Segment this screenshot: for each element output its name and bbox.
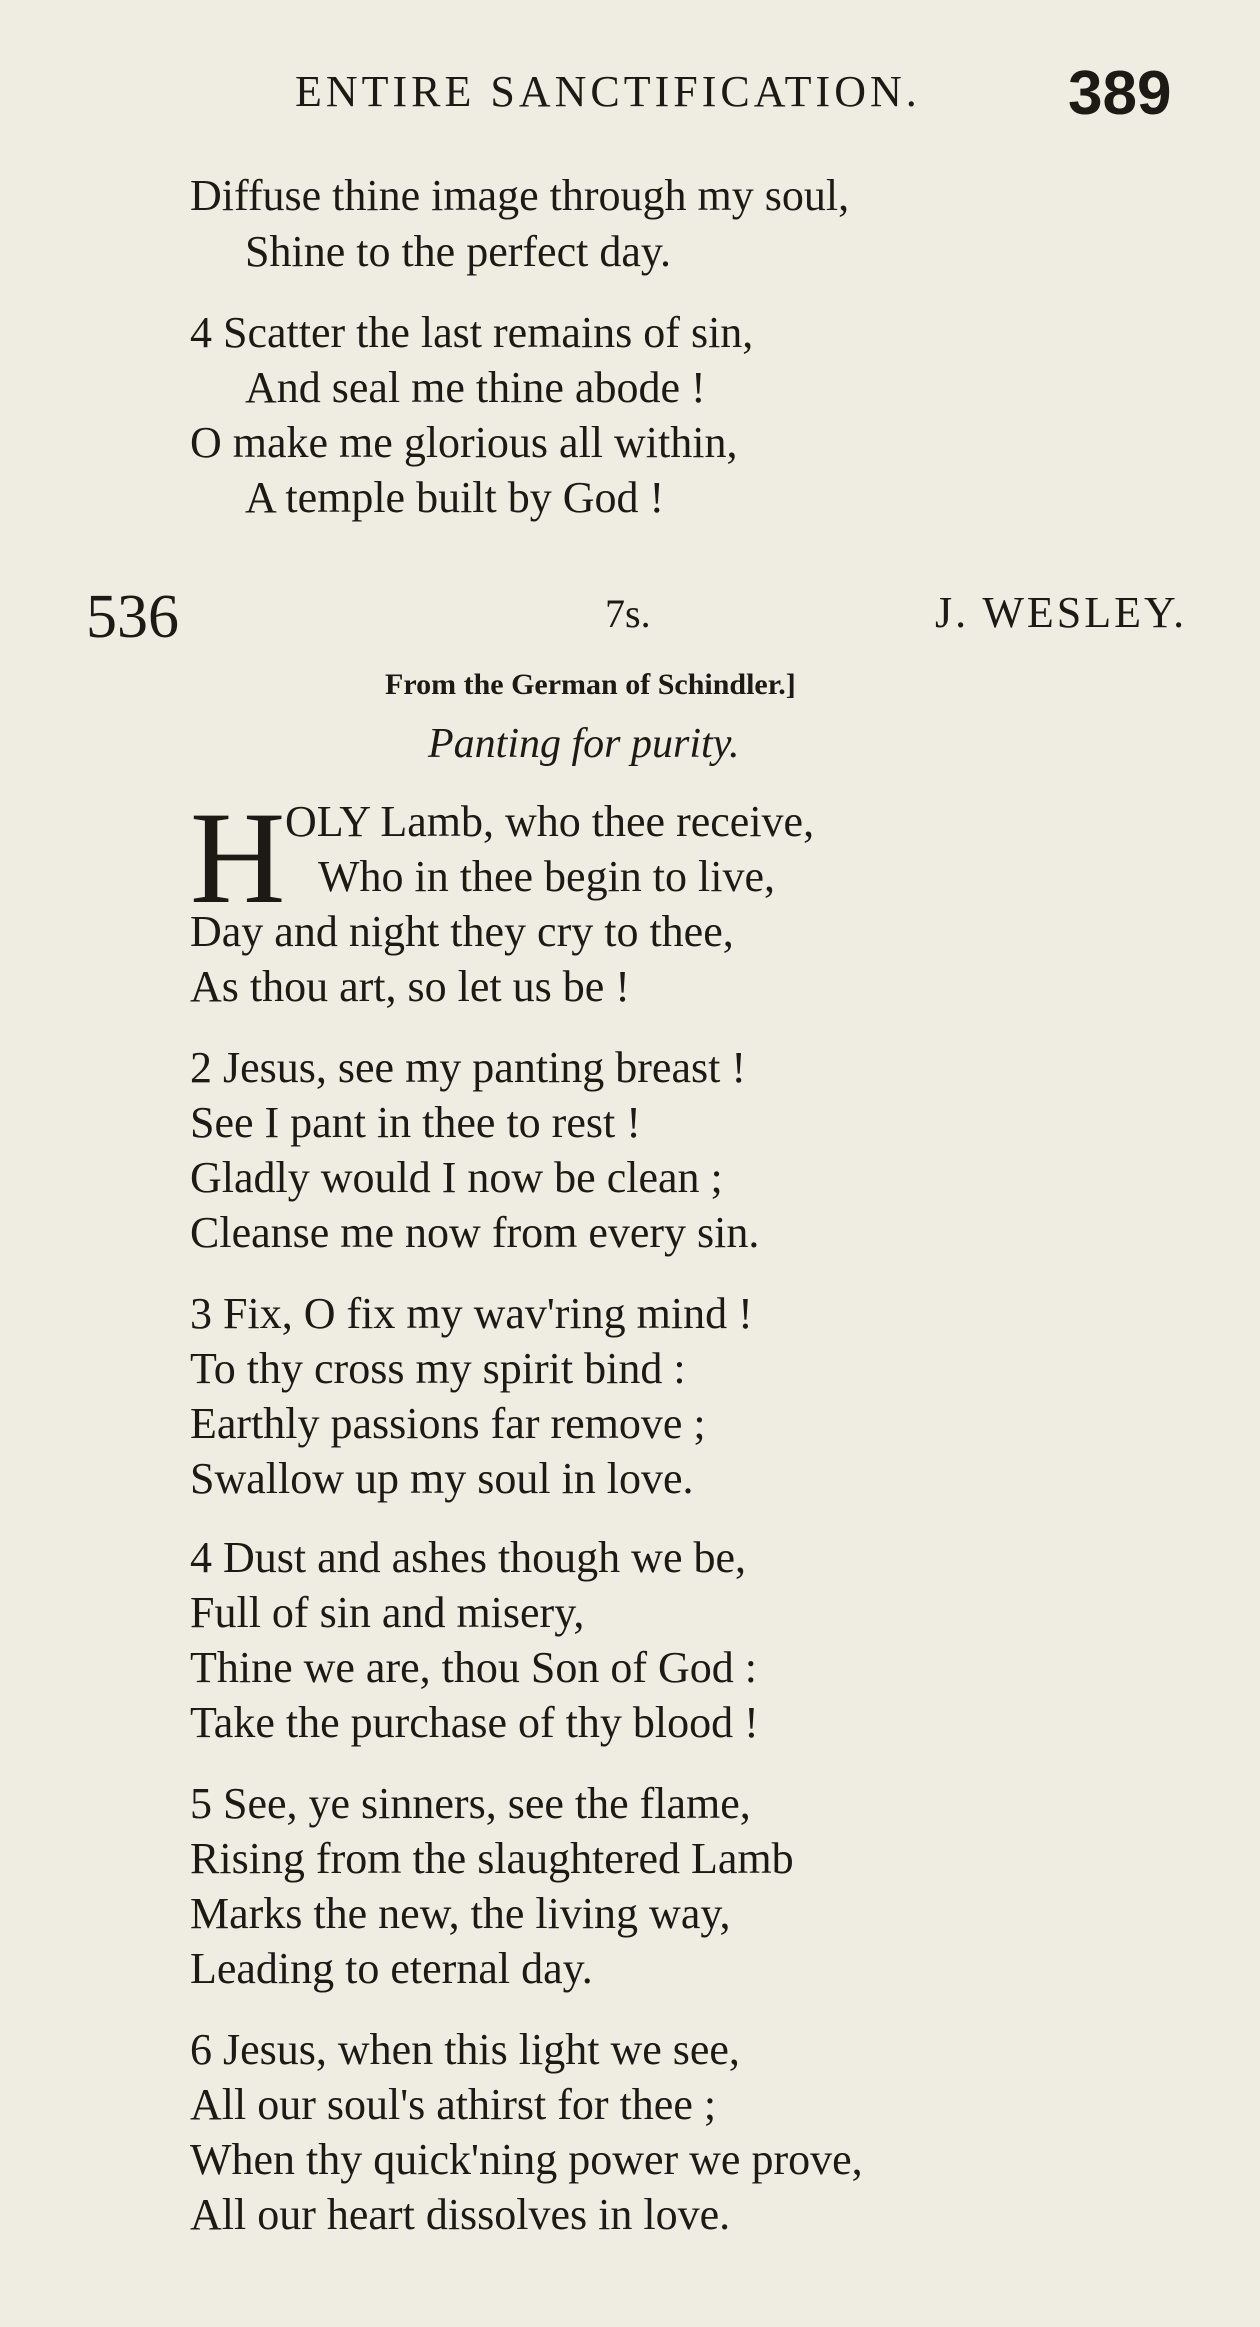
verse-line: OLY Lamb, who thee receive, bbox=[285, 797, 815, 846]
hymn-meter: 7s. bbox=[605, 591, 651, 636]
verse-line: All our heart dissolves in love. bbox=[190, 2190, 731, 2239]
verse-line: 4 Scatter the last remains of sin, bbox=[190, 308, 754, 357]
verse-line: Rising from the slaughtered Lamb bbox=[190, 1834, 794, 1883]
verse-line: 3 Fix, O fix my wav'ring mind ! bbox=[190, 1289, 753, 1338]
verse-line: 5 See, ye sinners, see the flame, bbox=[190, 1779, 751, 1828]
verse-line: All our soul's athirst for thee ; bbox=[190, 2080, 717, 2129]
verse-line: As thou art, so let us be ! bbox=[190, 962, 630, 1011]
verse-line: When thy quick'ning power we prove, bbox=[190, 2135, 863, 2184]
hymn-attribution: From the German of Schindler.] bbox=[385, 668, 796, 701]
verse-line: Thine we are, thou Son of God : bbox=[190, 1643, 757, 1692]
verse-line: Cleanse me now from every sin. bbox=[190, 1208, 760, 1257]
verse-line: And seal me thine abode ! bbox=[245, 363, 706, 412]
verse-line: Diffuse thine image through my soul, bbox=[190, 171, 850, 220]
verse-line: Leading to eternal day. bbox=[190, 1944, 593, 1993]
page-number: 389 bbox=[1068, 59, 1172, 128]
verse-line: See I pant in thee to rest ! bbox=[190, 1098, 641, 1147]
verse-line: 6 Jesus, when this light we see, bbox=[190, 2025, 740, 2074]
drop-cap: H bbox=[190, 784, 286, 931]
hymn-author: J. WESLEY. bbox=[935, 588, 1188, 637]
verse-line: Full of sin and misery, bbox=[190, 1588, 585, 1637]
verse-line: Day and night they cry to thee, bbox=[190, 907, 734, 956]
hymn-number: 536 bbox=[86, 583, 179, 651]
verse-line: 2 Jesus, see my panting breast ! bbox=[190, 1043, 746, 1092]
running-title: ENTIRE SANCTIFICATION. bbox=[295, 67, 921, 116]
verse-line: O make me glorious all within, bbox=[190, 418, 738, 467]
verse-line: A temple built by God ! bbox=[245, 473, 665, 522]
verse-line: Earthly passions far remove ; bbox=[190, 1399, 706, 1448]
hymn-title: Panting for purity. bbox=[428, 721, 740, 767]
verse-line: Marks the new, the living way, bbox=[190, 1889, 731, 1938]
verse-line: 4 Dust and ashes though we be, bbox=[190, 1533, 747, 1582]
verse-line: Swallow up my soul in love. bbox=[190, 1454, 694, 1503]
verse-line: Gladly would I now be clean ; bbox=[190, 1153, 723, 1202]
verse-line: To thy cross my spirit bind : bbox=[190, 1344, 686, 1393]
verse-line: Take the purchase of thy blood ! bbox=[190, 1698, 759, 1747]
verse-line: Who in thee begin to live, bbox=[318, 852, 775, 901]
verse-line: Shine to the perfect day. bbox=[245, 227, 671, 276]
